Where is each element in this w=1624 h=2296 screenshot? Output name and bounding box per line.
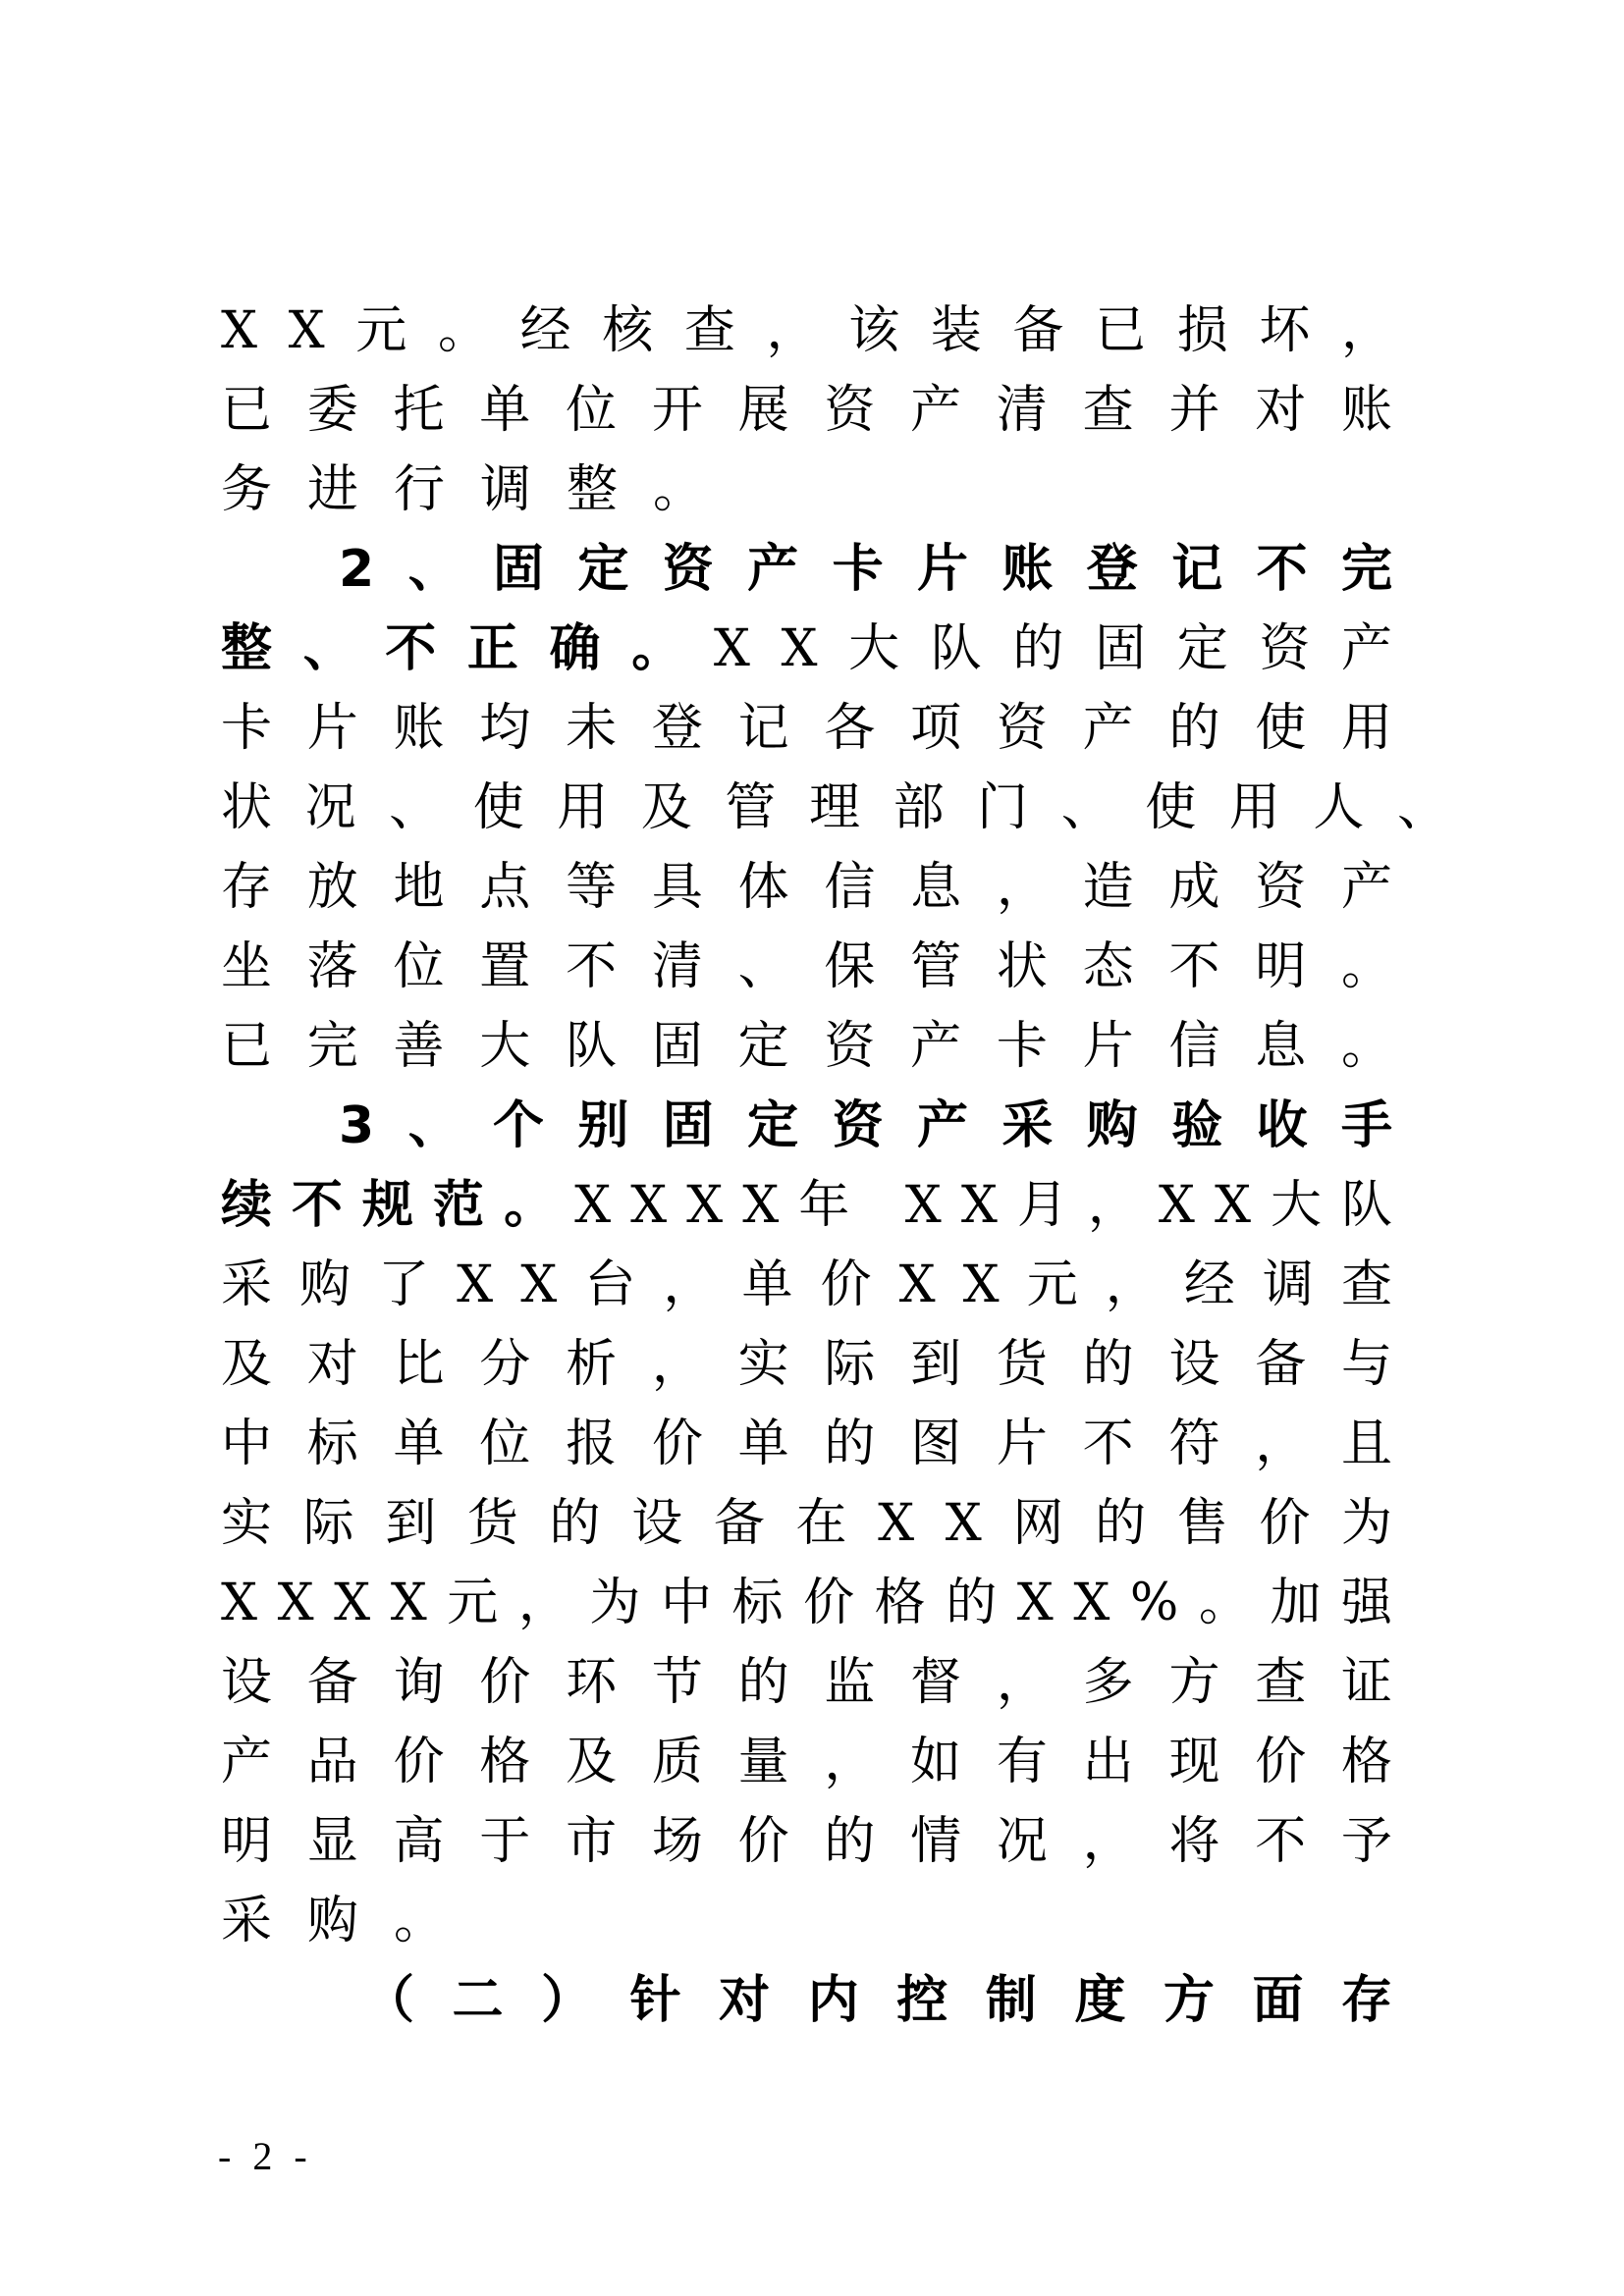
body-text: XXXX元，为中标价格的XX%。加强 [221, 1574, 1413, 1632]
body-text: 卡片账均未登记各项资产的使用 [221, 699, 1428, 758]
text-line [221, 1723, 1428, 1802]
text-line [339, 530, 1426, 610]
text-line [221, 292, 1424, 371]
text-line [221, 769, 1482, 848]
text-line [221, 1166, 1412, 1246]
text-line [363, 1961, 1431, 2041]
body-text: 采购。 [221, 1892, 480, 1950]
body-text: 中标单位报价单的图片不符，且 [221, 1415, 1428, 1473]
text-line [221, 928, 1428, 1007]
body-text: 实际到货的设备在XX网的售价为 [221, 1494, 1424, 1553]
text-line [221, 371, 1428, 451]
body-text: 存放地点等具体信息，造成资产 [221, 858, 1428, 917]
body-text: XXXX年 XX月，XX大队 [574, 1176, 1413, 1235]
body-text: 及对比分析，实际到货的设备与 [221, 1335, 1428, 1394]
body-text: 已完善大队固定资产卡片信息。 [221, 1017, 1428, 1076]
body-text: 设备询价环节的监督，多方查证 [221, 1653, 1428, 1712]
bold-heading-text: 整、不正确。 [221, 619, 714, 678]
body-text: 已委托单位开展资产清查并对账 [221, 381, 1428, 440]
body-text: 状况、使用及管理部门、使用人、 [221, 778, 1482, 837]
body-text: 坐落位置不清、保管状态不明。 [221, 937, 1428, 996]
text-line [221, 848, 1428, 928]
page-number: - 2 - [218, 2134, 313, 2178]
text-line [339, 1087, 1426, 1166]
text-line [221, 451, 739, 530]
body-text: 采购了XX台，单价XX元，经调查 [221, 1255, 1421, 1314]
bold-heading-text: 续不规范。 [221, 1176, 575, 1235]
text-line [221, 1643, 1428, 1723]
text-line [221, 1405, 1428, 1484]
text-line [221, 1882, 480, 1961]
text-line [221, 1484, 1424, 1564]
text-line [221, 1564, 1413, 1643]
text-line [221, 1007, 1428, 1087]
body-text: XX元。经核查，该装备已损坏， [221, 301, 1424, 360]
body-text: 产品价格及质量，如有出现价格 [221, 1733, 1428, 1791]
text-line [221, 1802, 1428, 1882]
body-text: XX大队的固定资产 [713, 619, 1424, 678]
bold-heading-text: 3、个别固定资产采购验收手 [339, 1096, 1427, 1155]
body-text: 务进行调整。 [221, 460, 739, 519]
text-line [221, 1246, 1420, 1325]
bold-heading-text: （二）针对内控制度方面存 [363, 1971, 1431, 2030]
text-line [221, 689, 1428, 769]
text-line [221, 1325, 1428, 1405]
body-text: 明显高于市场价的情况，将不予 [221, 1812, 1428, 1871]
bold-heading-text: 2、固定资产卡片账登记不完 [339, 540, 1427, 599]
text-line [221, 610, 1424, 689]
